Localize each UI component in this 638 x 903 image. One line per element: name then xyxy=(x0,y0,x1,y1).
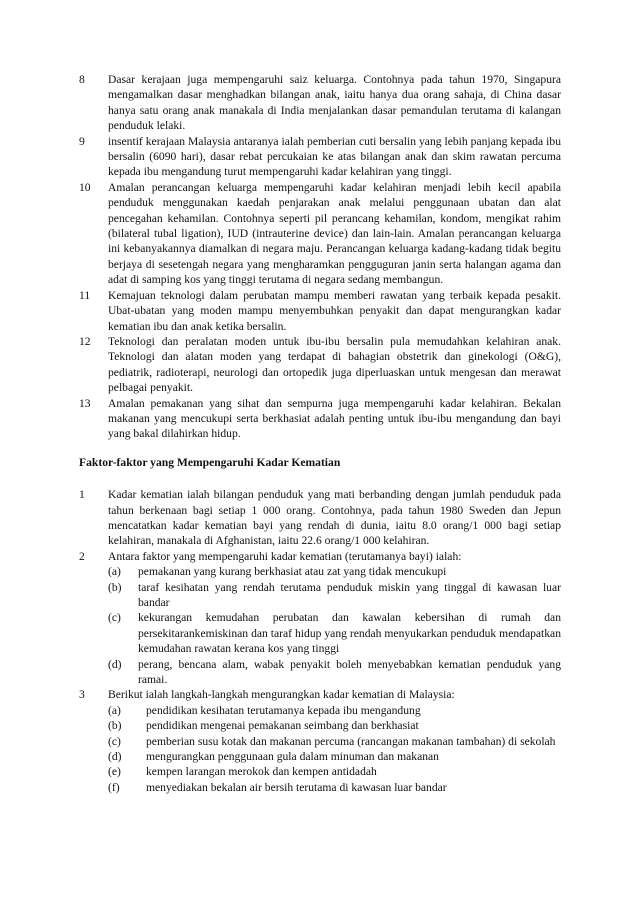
item-number: 3 xyxy=(79,688,85,702)
list-item-10 xyxy=(79,180,561,288)
sub-item-text: pendidikan mengenai pemakanan seimbang dan berkhasiat xyxy=(146,719,419,733)
item-text: Kemajuan teknologi dalam perubatan mampu memberi rawatan yang terbaik kepada pesakit. Ubat-ubatan yang moden mampu menyembuhkan penyakit dan dapat mengurangkan kadar kematian ibu dan anak ketika bersalin. xyxy=(108,288,561,333)
sub-item-text: perang, bencana alam, wabak penyakit boleh menyebabkan kematian penduduk yang ramai. xyxy=(138,657,561,687)
sub-item-text: mengurangkan penggunaan gula dalam minuman dan makanan xyxy=(146,750,439,764)
sub-item-label: (b) xyxy=(108,719,122,733)
sub-item-text: menyediakan bekalan air bersih terutama di kawasan luar bandar xyxy=(146,780,447,794)
item-number: 1 xyxy=(79,488,85,502)
sub-item-a xyxy=(108,564,561,579)
item-number: 12 xyxy=(79,334,91,348)
list-item-9 xyxy=(79,134,561,180)
item-text: Amalan pemakanan yang sihat dan sempurna juga mempengaruhi kadar kelahiran. Bekalan makanan yang mencukupi serta berkhasiat adalah penting untuk ibu-ibu mengandung dan bayi yang bakal dilahirkan hidup. xyxy=(108,396,561,441)
item-text: Kadar kematian ialah bilangan penduduk yang mati berbanding dengan jumlah penduduk pada tahun berkenaan bagi setiap 1 000 orang. Contohnya, pada tahun 1980 Sweden dan Jepun mencatatkan kadar kematian bayi yang rendah di dunia, iaitu 8.0 orang/1 000 bagi setiap kelahiran, manakala di Afghanistan, iaitu 22.6 orang/1 000 kelahiran. xyxy=(108,488,561,548)
item-number: 11 xyxy=(79,288,91,302)
section-heading: Faktor-faktor yang Mempengaruhi Kadar Kematian xyxy=(79,455,341,469)
list-item-3 xyxy=(79,687,561,795)
sub-item-label: (c) xyxy=(108,734,121,748)
sub-item-label: (a) xyxy=(108,703,121,717)
sub-item-c xyxy=(108,610,561,656)
sub-item-f xyxy=(108,780,561,795)
item-text: Antara faktor yang mempengaruhi kadar kematian (terutamanya bayi) ialah: xyxy=(108,549,462,563)
sub-item-a xyxy=(108,703,561,718)
list-item-8 xyxy=(79,72,561,134)
list-item-2 xyxy=(79,549,561,688)
sub-item-text: pendidikan kesihatan terutamanya kepada ibu mengandung xyxy=(146,703,421,717)
sub-item-label: (c) xyxy=(108,611,121,625)
list-item-11 xyxy=(79,288,561,334)
sub-item-text: taraf kesihatan yang rendah terutama penduduk miskin yang tinggal di kawasan luar bandar xyxy=(138,580,561,609)
item-number: 8 xyxy=(79,73,85,86)
item-text: Teknologi dan peralatan moden untuk ibu-ibu bersalin pula memudahkan kelahiran anak. Teknologi dan alatan moden yang terdapat di bahagian obstetrik dan ginekologi (O&G), pediatrik, radioterapi, neurologi dan ortopedik juga diperluaskan untuk mengesan dan merawat pelbagai penyakit. xyxy=(108,334,561,395)
sub-item-label: (f) xyxy=(108,780,120,794)
sub-item-label: (b) xyxy=(108,580,122,594)
sub-item-label: (d) xyxy=(108,657,122,671)
sub-item-d xyxy=(108,657,561,688)
item-number: 10 xyxy=(79,180,91,194)
sub-item-label: (d) xyxy=(108,750,122,764)
item-text: insentif kerajaan Malaysia antaranya ialah pemberian cuti bersalin yang lebih panjang kepada ibu bersalin (6090 hari), dasar rebat percukaian ke atas bilangan anak dan skim rawatan percuma kepada ibu mengandung turut mempengaruhi kadar kelahiran yang tinggi. xyxy=(108,134,561,179)
sub-item-b xyxy=(108,718,561,733)
item-number: 13 xyxy=(79,396,91,410)
list-item-13 xyxy=(79,396,561,442)
item-text: Berikut ialah langkah-langkah mengurangkan kadar kematian di Malaysia: xyxy=(108,688,455,702)
list-item-1 xyxy=(79,487,561,549)
sub-item-e xyxy=(108,764,561,779)
sub-item-text: kekurangan kemudahan perubatan dan kawalan kebersihan di rumah dan persekitarankemiskinan dan taraf hidup yang rendah menyukarkan penduduk mendapatkan kemudahan rawatan kerana kos yang tinggi xyxy=(138,611,561,656)
sub-item-b xyxy=(108,580,561,611)
item-text: Amalan perancangan keluarga mempengaruhi kadar kelahiran menjadi lebih kecil apabila penduduk menggunakan kaedah penjarakan anak melalui penggunaan ubatan dan alat pencegahan kehamilan. Contohnya seperti pil perancang kehamilan, kondom, mengikat rahim (bilateral tubal ligation), IUD (intrauterine device) dan lain-lain. Amalan perancangan keluarga ini kebanyakannya diamalkan di negara maju. Perancangan keluarga kadang-kadang tidak begitu berjaya di sesetengah negara yang mengharamkan pengguguran janin serta halangan agama dan adat di samping kos yang tinggi terutama di negara sedang membangun. xyxy=(108,180,561,287)
item-text: Dasar kerajaan juga mempengaruhi saiz keluarga. Contohnya pada tahun 1970, Singapura mengamalkan dasar menghadkan bilangan anak, iaitu hanya dua orang sahaja, di China dasar hanya satu orang anak manakala di India menjalankan dasar pemandulan terutama di kalangan penduduk lelaki. xyxy=(108,73,561,133)
sub-item-text: pemakanan yang kurang berkhasiat atau zat yang tidak mencukupi xyxy=(138,565,447,579)
item-number: 2 xyxy=(79,549,85,563)
sub-item-d xyxy=(108,749,561,764)
sub-item-text: pemberian susu kotak dan makanan percuma (rancangan makanan tambahan) di sekolah xyxy=(146,734,556,748)
sub-item-c xyxy=(108,734,561,749)
sub-item-text: kempen larangan merokok dan kempen antidadah xyxy=(146,765,377,779)
sub-item-label: (e) xyxy=(108,765,121,779)
item-number: 9 xyxy=(79,134,85,148)
page-content xyxy=(79,72,561,795)
list-item-12 xyxy=(79,334,561,396)
sub-item-label: (a) xyxy=(108,565,121,579)
